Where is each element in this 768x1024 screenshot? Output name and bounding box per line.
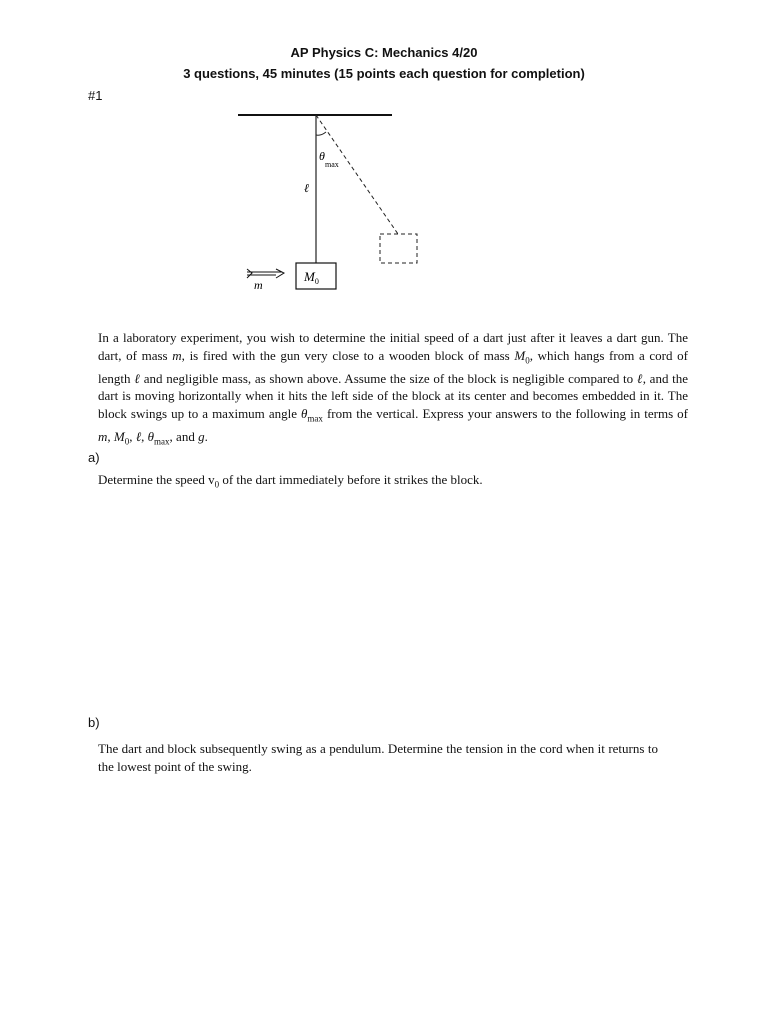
dart-icon (247, 269, 284, 278)
length-label: ℓ (304, 181, 309, 195)
dart-mass-label: m (254, 278, 263, 292)
part-b-question: The dart and block subsequently swing as a pendulum. Determine the tension in the cord when it returns to the lowest point of the swing. (98, 741, 658, 774)
angle-arc (316, 132, 326, 135)
angle-subscript: max (325, 160, 339, 169)
block-label: $M_0$ (304, 269, 319, 286)
page-title: AP Physics C: Mechanics 4/20 (290, 45, 478, 60)
problem-statement: In a laboratory experiment, you wish to determine the initial speed of a dart just after it leaves a dart gun. The dart, of mass m, is fired with the gun very close to a wooden block of mass $M_0$, which hangs from a cord of length ℓ and negligible mass, as shown above. Assume the size of the block is negligible compared to ℓ, and the dart is moving horizontally when it hits the left side of the block at its center and becomes embedded in it. The block swings up to a maximum angle $\theta_{max}$ from the vertical. Express your answers to the following in terms of m, $M_0$, ℓ, $\theta_{max}$, and g. (98, 330, 689, 447)
question-number: #1 (88, 88, 103, 103)
swung-block-dashed (380, 234, 417, 263)
angle-symbol: θ (319, 149, 325, 163)
pendulum-diagram (0, 0, 768, 320)
part-a-question: Determine the speed $v_0$ of the dart immediately before it strikes the block. (98, 472, 483, 490)
page-subtitle: 3 questions, 45 minutes (15 points each question for completion) (183, 66, 585, 81)
part-b-label: b) (88, 715, 100, 730)
part-a-label: a) (88, 450, 100, 465)
swung-cord-dashed (316, 115, 398, 234)
